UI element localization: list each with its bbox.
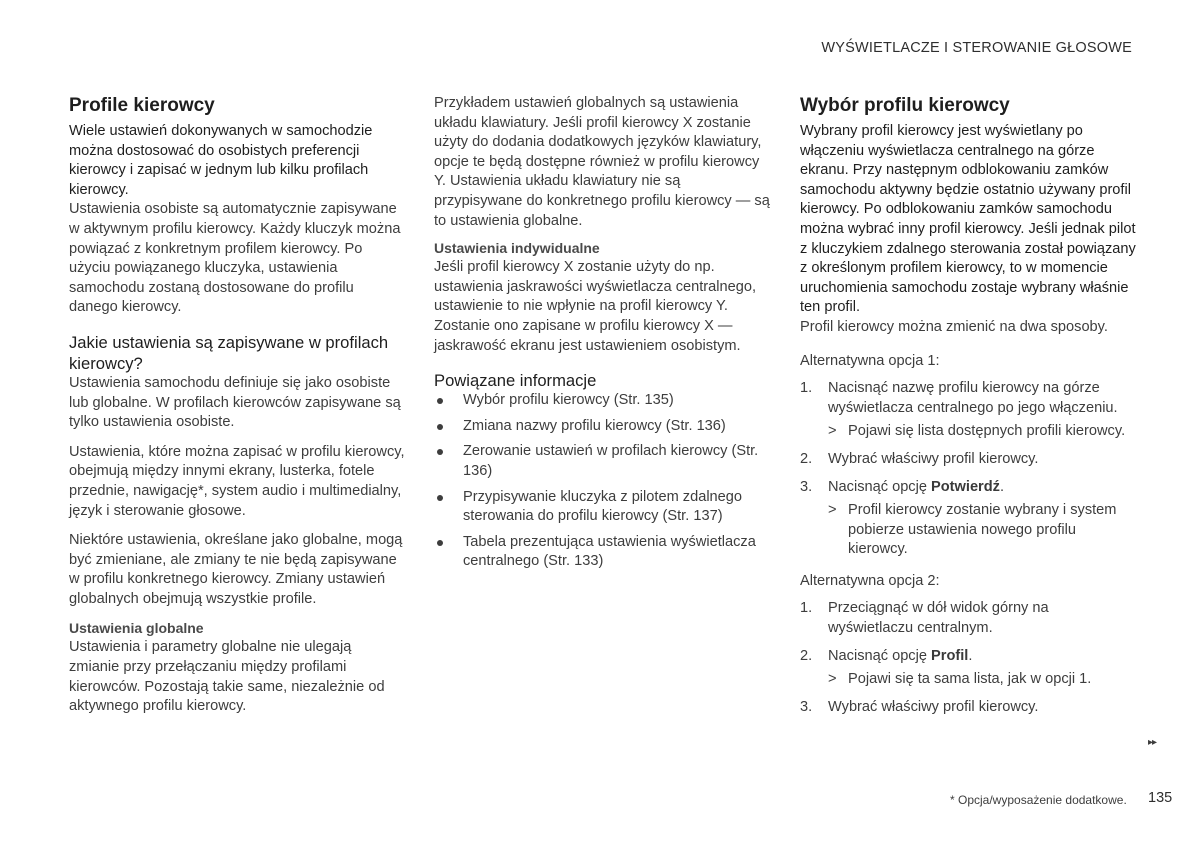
- label-option-2: Alternatywna opcja 2:: [800, 572, 940, 589]
- page-number: 135: [1148, 790, 1173, 806]
- step-result: > Pojawi się ta sama lista, jak w opcji 1.: [828, 670, 1136, 690]
- ui-label-profile: Profil: [931, 647, 969, 664]
- heading-select-profile: Wybór profilu kierowcy: [800, 95, 1010, 116]
- step-item: 2. Wybrać właściwy profil kierowcy.: [800, 450, 1039, 467]
- related-link[interactable]: Wybór profilu kierowcy (Str. 135): [434, 391, 770, 411]
- result-arrow-icon: >: [828, 423, 837, 440]
- paragraph-global-params: Ustawienia i parametry globalne nie ulegają zmianie przy przełączaniu między profilami kierowców. Pozostają takie same, niezależnie od aktywnego profilu kierowcy.: [69, 639, 385, 715]
- paragraph-brightness-example: Jeśli profil kierowcy X zostanie użyty do np. ustawienia jaskrawości wyświetlacza centralnego, ustawienie to nie wpłynie na profil kierowcy Y. Zostanie ono zapisane w profilu kierowcy X — jaskrawość ekranu jest ustawieniem osobistym.: [434, 259, 757, 354]
- section-header: WYŚWIETLACZE I STEROWANIE GŁOSOWE: [821, 40, 1132, 56]
- heading-driver-profiles: Profile kierowcy: [69, 95, 215, 116]
- related-link[interactable]: Zerowanie ustawień w profilach kierowcy (Str. 136): [434, 442, 770, 481]
- continue-arrow-icon: ▸▸: [1148, 737, 1157, 748]
- paragraph-two-ways: Profil kierowcy można zmienić na dwa sposoby.: [800, 318, 1108, 335]
- label-option-1: Alternatywna opcja 1:: [800, 352, 940, 369]
- intro-select-profile: Wybrany profil kierowcy jest wyświetlany po włączeniu wyświetlacza centralnego na górze ekranu. Przy następnym odblokowaniu zamków samochodu aktywny będzie ostatnio używany profil kierowcy. Po odblokowaniu zamków samochodu można wybrać inny profil kierowcy. Jeśli jednak pilot z kluczykiem zdalnego sterowania został powiązany z określonym profilem kierowcy, to w momencie uruchomienia samochodu zostaje wybrany właśnie ten profil.: [800, 123, 1136, 316]
- bullet-icon: [437, 540, 443, 546]
- heading-global-settings: Ustawienia globalne: [69, 620, 204, 637]
- bullet-icon: [437, 398, 443, 404]
- option-1-steps: [800, 379, 1136, 560]
- step-item: 3. Nacisnąć opcję Potwierdź. > Profil kierowcy zostanie wybrany i system pobierze ustawienia nowego profilu kierowcy.: [800, 478, 1136, 560]
- column-settings: [434, 94, 770, 578]
- step-result: > Pojawi się lista dostępnych profili kierowcy.: [828, 422, 1136, 442]
- bullet-icon: [437, 495, 443, 501]
- step-item: 2. Nacisnąć opcję Profil. > Pojawi się ta sama lista, jak w opcji 1.: [800, 647, 1136, 690]
- paragraph-global-settings: Niektóre ustawienia, określane jako globalne, mogą być zmieniane, ale zmiany te nie będą zapisywane w profilu konkretnego kierowcy. Zmiany ustawień globalnych obejmują wszystkie profile.: [69, 532, 403, 607]
- heading-related-info: Powiązane informacje: [434, 371, 597, 391]
- related-links-list: [434, 391, 770, 572]
- related-link[interactable]: Tabela prezentująca ustawienia wyświetlacza centralnego (Str. 133): [434, 533, 770, 572]
- related-link[interactable]: Przypisywanie kluczyka z pilotem zdalnego sterowania do profilu kierowcy (Str. 137): [434, 488, 770, 527]
- paragraph-settings-types: Ustawienia samochodu definiuje się jako osobiste lub globalne. W profilach kierowców zapisywane są tylko ustawienia osobiste.: [69, 374, 401, 431]
- paragraph-keyboard-example: Przykładem ustawień globalnych są ustawienia układu klawiatury. Jeśli profil kierowcy X zostanie użyty do dodania dodatkowych języków klawiatury, opcje te będą dostępne również w profilu kierowcy Y. Ustawienia układu klawiatury nie są przypisywane do konkretnego profilu kierowcy — są to ustawienia globalne.: [434, 95, 770, 229]
- bullet-icon: [437, 449, 443, 455]
- result-arrow-icon: >: [828, 671, 837, 688]
- column-profiles: [69, 94, 405, 717]
- result-arrow-icon: >: [828, 502, 837, 519]
- step-item: 1. Nacisnąć nazwę profilu kierowcy na górze wyświetlacza centralnego po jego włączeniu. > Pojawi się lista dostępnych profili kierowcy.: [800, 379, 1136, 442]
- paragraph-personal-settings: Ustawienia osobiste są automatycznie zapisywane w aktywnym profilu kierowcy. Każdy kluczyk można powiązać z konkretnym profilem kierowcy. Po użyciu powiązanego kluczyka, ustawienia samochodu zostaną dostosowane do profilu danego kierowcy.: [69, 201, 401, 316]
- paragraph-saved-items: Ustawienia, które można zapisać w profilu kierowcy, obejmują między innymi ekrany, lusterka, fotele przednie, nawigację*, system audio i multimedialny, język i sterowanie głosowe.: [69, 443, 405, 519]
- option-2-steps: [800, 599, 1136, 717]
- related-link[interactable]: Zmiana nazwy profilu kierowcy (Str. 136): [434, 417, 770, 437]
- column-select-profile: [800, 94, 1136, 725]
- footnote: * Opcja/wyposażenie dodatkowe.: [950, 793, 1127, 807]
- heading-saved-settings: Jakie ustawienia są zapisywane w profilach kierowcy?: [69, 332, 389, 373]
- ui-label-confirm: Potwierdź: [931, 478, 1000, 495]
- heading-individual-settings: Ustawienia indywidualne: [434, 240, 600, 257]
- bullet-icon: [437, 424, 443, 430]
- step-item: 1. Przeciągnąć w dół widok górny na wyświetlaczu centralnym.: [800, 600, 1049, 637]
- step-item: 3. Wybrać właściwy profil kierowcy.: [800, 698, 1039, 715]
- intro-paragraph: Wiele ustawień dokonywanych w samochodzie można dostosować do osobistych preferencji kierowcy i zapisać w jednym lub kilku profilach kierowcy.: [69, 123, 373, 198]
- step-result: > Profil kierowcy zostanie wybrany i system pobierze ustawienia nowego profilu kierowcy.: [828, 502, 1117, 558]
